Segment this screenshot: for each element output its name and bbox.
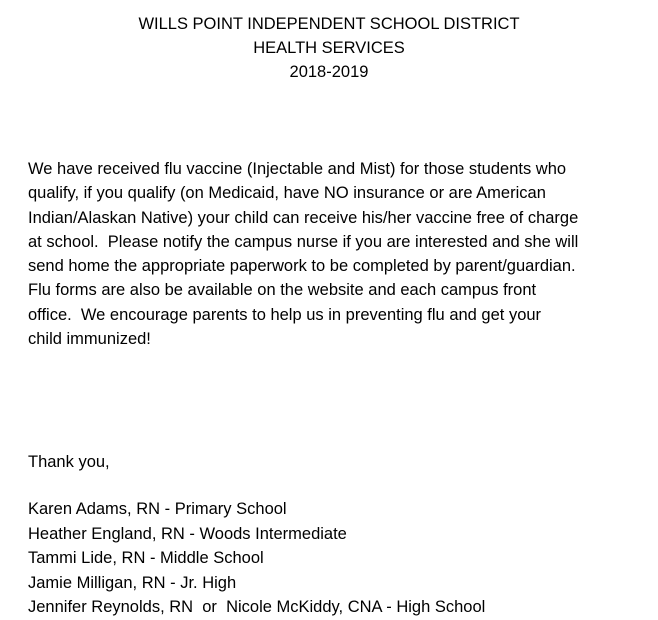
body-line: We have received flu vaccine (Injectable and Mist) for those students who — [28, 160, 567, 178]
closing-salutation: Thank you, — [28, 453, 110, 471]
signature-line: Karen Adams, RN - Primary School — [28, 500, 287, 518]
body-line: send home the appropriate paperwork to be completed by parent/guardian. — [28, 257, 576, 276]
body-line: child immunized! — [28, 330, 151, 349]
school-year: 2018-2019 — [289, 63, 369, 81]
body-line: office. We encourage parents to help us in preventing flu and get your — [28, 305, 542, 324]
body-line: qualify, if you qualify (on Medicaid, have NO insurance or are American — [28, 184, 546, 203]
signature-line: Jamie Milligan, RN - Jr. High — [28, 573, 237, 592]
body-line: Flu forms are also be available on the website and each campus front — [28, 281, 537, 300]
body-line: at school. Please notify the campus nurse if you are interested and she will — [28, 232, 579, 251]
signature-line: Heather England, RN - Woods Intermediate — [28, 524, 347, 543]
signature-line: Jennifer Reynolds, RN or Nicole McKiddy, CNA - High School — [28, 598, 486, 617]
body-line: Indian/Alaskan Native) your child can receive his/her vaccine free of charge — [28, 208, 579, 227]
signature-list — [28, 497, 485, 620]
signature-line: Tammi Lide, RN - Middle School — [28, 549, 264, 568]
department-name: HEALTH SERVICES — [253, 39, 405, 57]
letter-body — [28, 157, 653, 351]
document-header — [0, 12, 658, 84]
district-name: WILLS POINT INDEPENDENT SCHOOL DISTRICT — [138, 15, 520, 33]
